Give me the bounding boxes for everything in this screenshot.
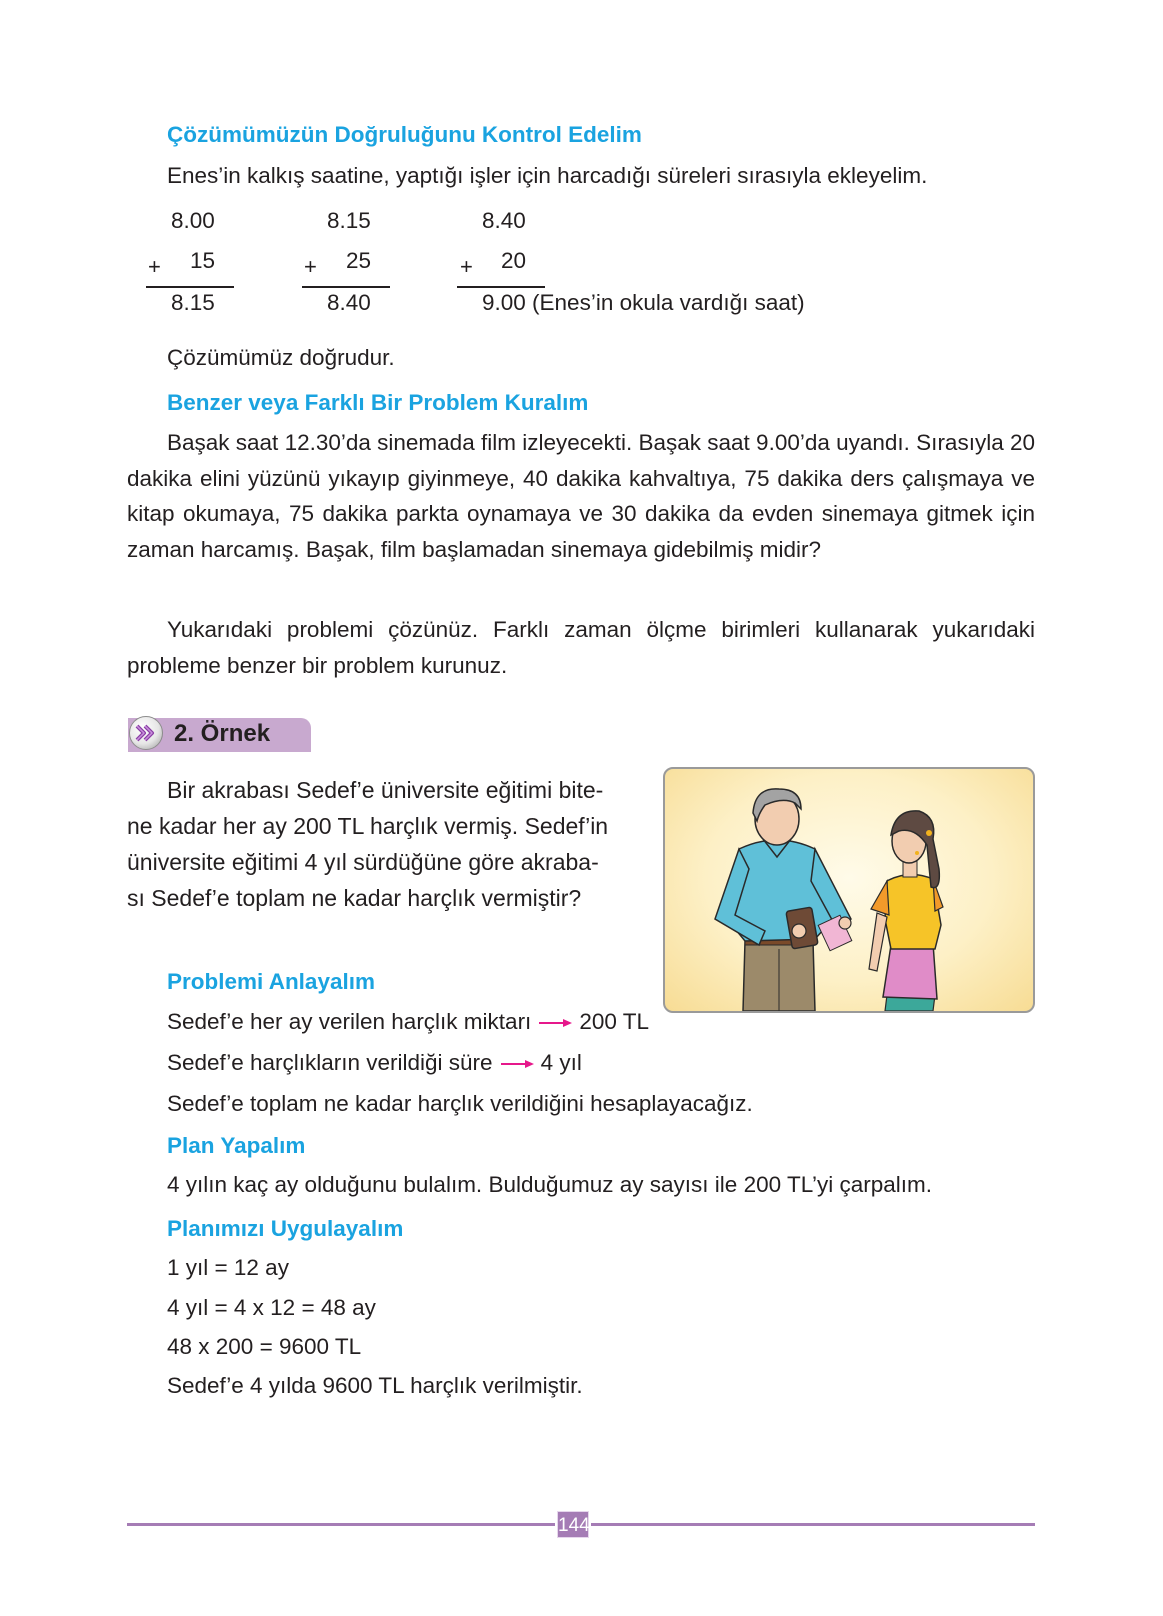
problem-line: sı Sedef’e toplam ne kadar harçlık vermiştir? [127, 885, 582, 911]
similar-problem-paragraph [127, 425, 1035, 567]
double-chevron-right-icon [130, 717, 162, 749]
problem-line: Bir akrabası Sedef’e üniversite eğitimi bite- [167, 777, 604, 803]
task-paragraph [127, 612, 1035, 683]
plus-sign: + [304, 254, 317, 279]
addition-result: 8.15 [171, 290, 215, 315]
section-heading-plan: Plan Yapalım [167, 1133, 306, 1158]
addition-addend: 25 [346, 248, 372, 273]
man-figure [715, 789, 852, 1011]
arrow-right-icon [501, 1059, 535, 1069]
addition-result: 9.00 (Enes’in okula vardığı saat) [482, 290, 805, 315]
arrow-right-icon [539, 1018, 573, 1028]
given-value: 4 yıl [540, 1050, 582, 1075]
plus-sign: + [460, 254, 473, 279]
sum-rule [146, 286, 234, 288]
addition-addend: 20 [501, 248, 527, 273]
footer-rule-right [591, 1523, 1035, 1526]
task-text: Yukarıdaki problemi çözünüz. Farklı zaman ölçme birimleri kullanarak yukarıdaki probleme benzer bir problem kurunuz. [127, 617, 1035, 678]
goal-text: Sedef’e toplam ne kadar harçlık verildiğini hesaplayacağız. [167, 1091, 753, 1116]
section-heading-understand: Problemi Anlayalım [167, 969, 375, 994]
given-value: 200 TL [579, 1009, 649, 1034]
example-badge-label: 2. Örnek [174, 720, 271, 747]
addition-top: 8.15 [327, 208, 371, 233]
section-heading-apply: Planımızı Uygulayalım [167, 1216, 404, 1241]
plan-text: 4 yılın kaç ay olduğunu bulalım. Bulduğumuz ay sayısı ile 200 TL’yi çarpalım. [167, 1172, 932, 1197]
solution-answer: Sedef’e 4 yılda 9600 TL harçlık verilmiştir. [167, 1373, 583, 1398]
illustration-drawing [665, 769, 1033, 1011]
example-problem-text [127, 772, 608, 916]
solution-line: 1 yıl = 12 ay [167, 1255, 289, 1280]
man-giving-money-to-girl-illustration [663, 767, 1035, 1013]
addition-addend: 15 [190, 248, 216, 273]
given-label: Sedef’e harçlıkların verildiği süre [167, 1050, 493, 1075]
verify-intro-text: Enes’in kalkış saatine, yaptığı işler için harcadığı süreleri sırasıyla ekleyelim. [167, 163, 928, 188]
section-heading-verify: Çözümümüzün Doğruluğunu Kontrol Edelim [167, 122, 642, 147]
example-badge-circle [129, 716, 163, 750]
footer-rule-left [127, 1523, 555, 1526]
similar-problem-text: Başak saat 12.30’da sinemada film izleyecekti. Başak saat 9.00’da uyandı. Sırasıyla 20 dakika elini yüzünü yıkayıp giyinmeye, 40 dakika kahvaltıya, 75 dakika ders çalışmaya ve kitap okumaya, 75 dakika parkta oynamaya ve 30 dakika da evden sinemaya gitmek için zaman harcamış. Başak, film başlamadan sinemaya gidebilmiş midir? [127, 430, 1035, 562]
addition-top: 8.40 [482, 208, 526, 233]
problem-line: üniversite eğitimi 4 yıl sürdüğüne göre akraba- [127, 849, 599, 875]
solution-line: 48 x 200 = 9600 TL [167, 1334, 362, 1359]
problem-line: ne kadar her ay 200 TL harçlık vermiş. Sedef’in [127, 813, 609, 839]
page-number: 144 [557, 1511, 589, 1538]
plus-sign: + [148, 254, 161, 279]
given-label: Sedef’e her ay verilen harçlık miktarı [167, 1009, 532, 1034]
girl-figure [869, 811, 943, 1011]
solution-line: 4 yıl = 4 x 12 = 48 ay [167, 1295, 376, 1320]
verify-conclusion: Çözümümüz doğrudur. [167, 345, 395, 370]
addition-result: 8.40 [327, 290, 371, 315]
sum-rule [457, 286, 545, 288]
section-heading-similar-problem: Benzer veya Farklı Bir Problem Kuralım [167, 390, 589, 415]
given-item-duration [167, 1050, 582, 1076]
sum-rule [302, 286, 390, 288]
addition-top: 8.00 [171, 208, 215, 233]
given-item-monthly-allowance [167, 1009, 649, 1035]
